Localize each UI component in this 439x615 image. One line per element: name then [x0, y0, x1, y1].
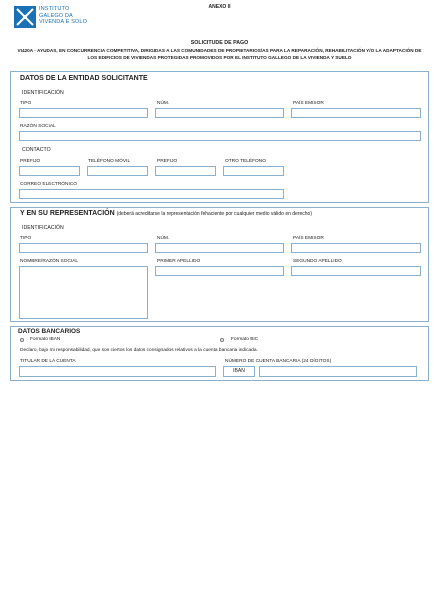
titular-field[interactable]	[19, 366, 216, 377]
razon-social-field[interactable]	[19, 131, 421, 141]
form-subtitle: VI420A - AYUDAS, EN CONCURRENCIA COMPETITIVA, DIRIGIDAS A LAS COMUNIDADES DE PROPIETARIOS/AS PARA LA REPARACIÓN, REHABILITACIÓN Y/O LA ADAPTACIÓN DE LOS EDIFICIOS DE VIVIENDAS PROTEGIDAS PROMOVIDOS POR EL INSTITUTO GALLEGO DE LA VIVIENDA Y SUELO	[17, 48, 422, 61]
entity-num-field[interactable]	[155, 108, 284, 118]
rep-num-label: NÚM.	[157, 236, 170, 241]
bic-format-label: Formato BIC	[231, 337, 259, 342]
contacto-heading: CONTACTO	[22, 147, 51, 153]
otro-telefono-field[interactable]	[223, 166, 284, 176]
razon-social-label: RAZÓN SOCIAL	[20, 124, 56, 129]
entity-tipo-field[interactable]	[19, 108, 148, 118]
telefono-movil-field[interactable]	[87, 166, 148, 176]
rep-pais-field[interactable]	[291, 243, 421, 253]
telefono-movil-label: TELÉFONO MÓVIL	[88, 159, 131, 164]
prefijo1-label: PREFIJO	[20, 159, 41, 164]
rep-segundo-apellido-label: SEGUNDO APELLIDO	[293, 259, 342, 264]
prefijo1-field[interactable]	[19, 166, 80, 176]
numero-cuenta-label: NÚMERO DE CUENTA BANCARIA (24 DÍGITOS)	[225, 359, 332, 364]
entity-pais-field[interactable]	[291, 108, 421, 118]
form-title: SOLICITUDE DE PAGO	[190, 40, 249, 46]
otro-telefono-label: OTRO TELÉFONO	[225, 159, 266, 164]
prefijo2-label: PREFIJO	[157, 159, 178, 164]
bank-section-title: DATOS BANCARIOS	[18, 328, 81, 335]
rep-pais-label: PAÍS EMISOR	[293, 236, 324, 241]
rep-nombre-label: NOMBRE/RAZÓN SOCIAL	[20, 259, 79, 264]
titular-label: TITULAR DE LA CUENTA	[20, 359, 76, 364]
entity-tipo-label: TIPO	[20, 101, 32, 106]
bic-format-radio[interactable]	[220, 338, 224, 342]
iban-format-label: Formato IBAN	[30, 337, 61, 342]
rep-num-field[interactable]	[155, 243, 284, 253]
correo-field[interactable]	[19, 189, 284, 199]
iban-prefix-label: IBAN	[223, 366, 255, 377]
numero-cuenta-field[interactable]	[259, 366, 417, 377]
rep-primer-apellido-field[interactable]	[155, 266, 284, 276]
entity-identification-heading: IDENTIFICACIÓN	[22, 90, 64, 96]
rep-tipo-label: TIPO	[20, 236, 32, 241]
entity-num-label: NÚM.	[157, 101, 170, 106]
prefijo2-field[interactable]	[155, 166, 216, 176]
rep-primer-apellido-label: PRIMER APELLIDO	[157, 259, 201, 264]
representation-section-title: Y EN SU REPRESENTACIÓN (deberá acreditarse la representación fehaciente por cualquier medio válido en derecho)	[20, 210, 313, 217]
rep-segundo-apellido-field[interactable]	[291, 266, 421, 276]
bank-declaration: Declaro, bajo mi responsabilidad, que son ciertos los datos consignados relativos a la cuenta bancaria indicada.	[20, 348, 258, 353]
correo-label: CORREO ELECTRÓNICO	[20, 182, 78, 187]
annex-label: ANEXO II	[208, 4, 231, 10]
logo-text: INSTITUTO GALEGO DA VIVENDA E SOLO	[39, 6, 88, 26]
entity-section-title: DATOS DE LA ENTIDAD SOLICITANTE	[20, 75, 148, 82]
rep-identification-heading: IDENTIFICACIÓN	[22, 225, 64, 231]
entity-pais-label: PAÍS EMISOR	[293, 101, 324, 106]
rep-nombre-field[interactable]	[19, 266, 148, 319]
rep-tipo-field[interactable]	[19, 243, 148, 253]
representation-note: (deberá acreditarse la representación fehaciente por cualquier medio válido en derecho)	[116, 211, 313, 217]
iban-format-radio[interactable]	[20, 338, 24, 342]
